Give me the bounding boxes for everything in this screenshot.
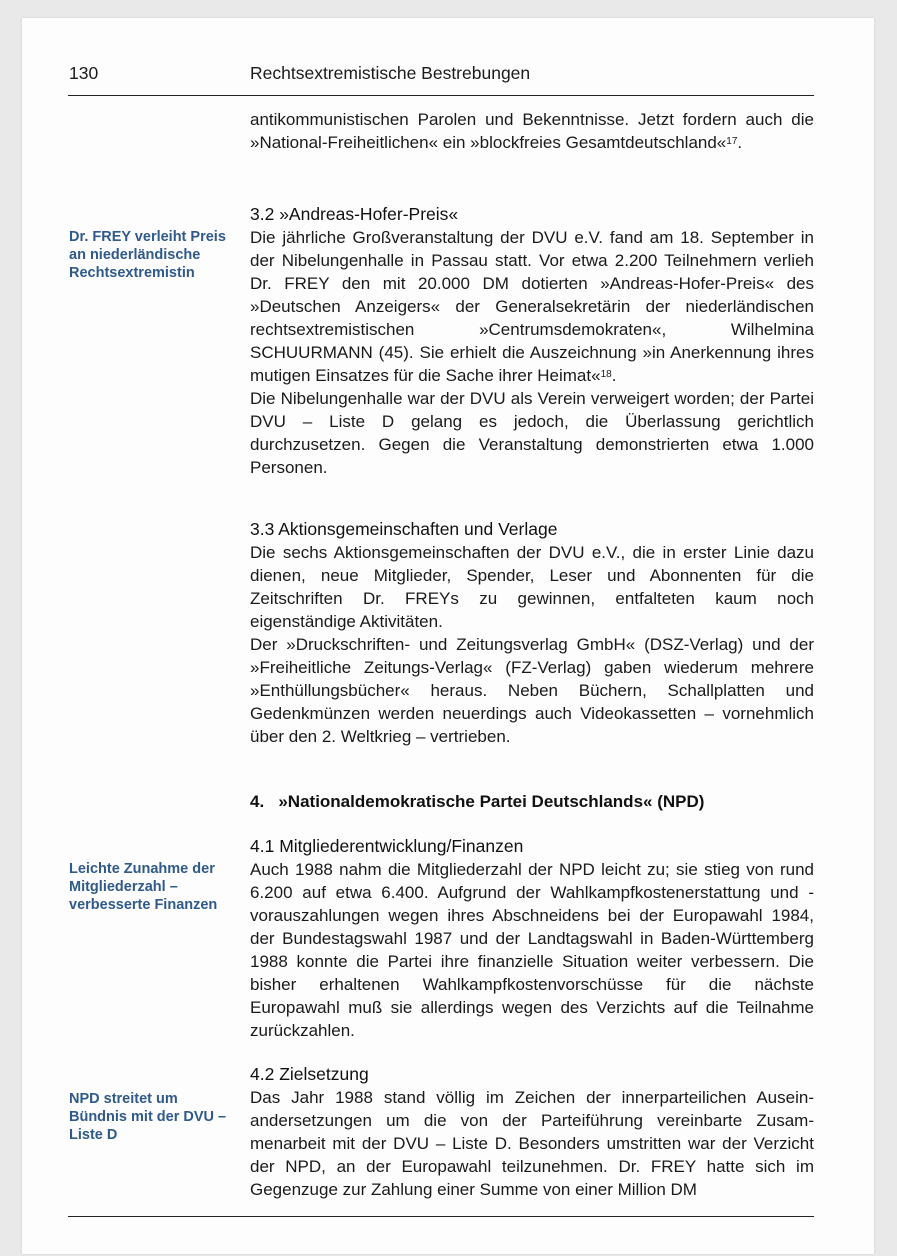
intro-block bbox=[250, 108, 814, 154]
header-rule bbox=[68, 95, 814, 96]
paragraph: Der »Druckschriften- und Zeitungsverlag GmbH« (DSZ-Verlag) und der »Freiheitliche Zeitungs-Verlag« (FZ-Verlag) gaben wiederum mehrere »Enthüllungsbücher« heraus. Neben Büchern, Schallplatten und Gedenkmünzen werden neuerdings auch Videokassetten – vornehmlich über den 2. Weltkrieg – vertrieben. bbox=[250, 635, 814, 746]
section-heading: 3.2 »Andreas-Hofer-Preis« bbox=[250, 204, 459, 224]
margin-note-buendnis: NPD streitet um Bündnis mit der DVU – Liste D bbox=[69, 1091, 227, 1143]
section-3-2 bbox=[250, 203, 814, 479]
section-heading: 3.3 Aktionsgemeinschaften und Verlage bbox=[250, 519, 558, 539]
margin-note-frey-preis: Dr. FREY verleiht Preis an niederländische Rechtsextremistin bbox=[69, 229, 226, 281]
chapter-heading: 4. »Nationaldemokratische Partei Deutschlands« (NPD) bbox=[250, 792, 705, 811]
section-3-3 bbox=[250, 518, 814, 748]
section-heading: 4.2 Zielsetzung bbox=[250, 1064, 369, 1084]
running-title: Rechtsextremistische Bestrebungen bbox=[250, 63, 531, 83]
section-4-2 bbox=[250, 1063, 814, 1201]
paragraph: Die jährliche Großveranstaltung der DVU e.V. fand am 18. September in der Nibelungenhalle in Passau statt. Vor etwa 2.200 Teilnehmern verlieh Dr. FREY den mit 20.000 DM dotierten »Andreas-Hofer-Preis« des »Deutschen Anzeigers« der Generalsekretärin der niederländischen rechtsextremistischen »Centrumsdemokraten«, Wilhelmina SCHUURMANN (45). Sie erhielt die Auszeichnung »in Anerkennung ihres mutigen Einsatzes für die Sache ihrer Heimat«$^{18}$. bbox=[250, 228, 814, 385]
section-4-1 bbox=[250, 835, 814, 1042]
section-heading: 4.1 Mitgliederentwicklung/Finanzen bbox=[250, 836, 524, 856]
page-number: 130 bbox=[69, 63, 99, 83]
paragraph: Das Jahr 1988 stand völlig im Zeichen der innerparteilichen Auseinandersetzungen um die von der Parteiführung vereinbarte Zusammenarbeit mit der DVU – Liste D. Besonders umstritten war der Verzicht der NPD, an der Europawahl teilzunehmen. Dr. FREY hatte sich im Gegenzuge zur Zahlung einer Summe von einer Million DM bbox=[250, 1088, 814, 1199]
footnote-ref: 17 bbox=[726, 136, 738, 147]
intro-paragraph: antikommunistischen Parolen und Bekenntnisse. Jetzt fordern auch die »National-Freiheitlichen« ein »blockfreies Gesamtdeutschland«$^{17}$. bbox=[250, 110, 814, 152]
section-4 bbox=[250, 790, 814, 813]
paragraph: Die Nibelungenhalle war der DVU als Verein verweigert worden; der Partei DVU – Liste D gelang es jedoch, die Überlassung gerichtlich durchzusetzen. Gegen die Veranstaltung demonstrierten etwa 1.000 Personen. bbox=[250, 389, 814, 477]
paragraph: Die sechs Aktionsgemeinschaften der DVU e.V., die in erster Linie dazu dienen, neue Mitglieder, Spender, Leser und Abonnenten für die Zeitschriften Dr. FREYs zu gewinnen, entfalteten kaum noch eigenständige Aktivitäten. bbox=[250, 543, 814, 631]
margin-note-mitglieder: Leichte Zunahme der Mitgliederzahl – verbesserte Finanzen bbox=[69, 861, 218, 913]
footnote-ref: 18 bbox=[600, 369, 612, 380]
paragraph: Auch 1988 nahm die Mitgliederzahl der NPD leicht zu; sie stieg von rund 6.200 auf etwa 6.400. Aufgrund der Wahlkampfkostenerstattung und -vorauszahlungen wegen ihres Abschneidens bei der Europawahl 1984, der Bundestagswahl 1987 und der Landtagswahl in Baden-Württemberg 1988 konnte die Partei ihre finanzielle Situation weiter verbessern. Die bisher erhaltenen Wahlkampfkostenvorschüsse für die nächste Europawahl muß sie allerdings wegen des Verzichts auf die Teilnahme zurückzahlen. bbox=[250, 860, 814, 1040]
footer-rule bbox=[68, 1216, 814, 1217]
